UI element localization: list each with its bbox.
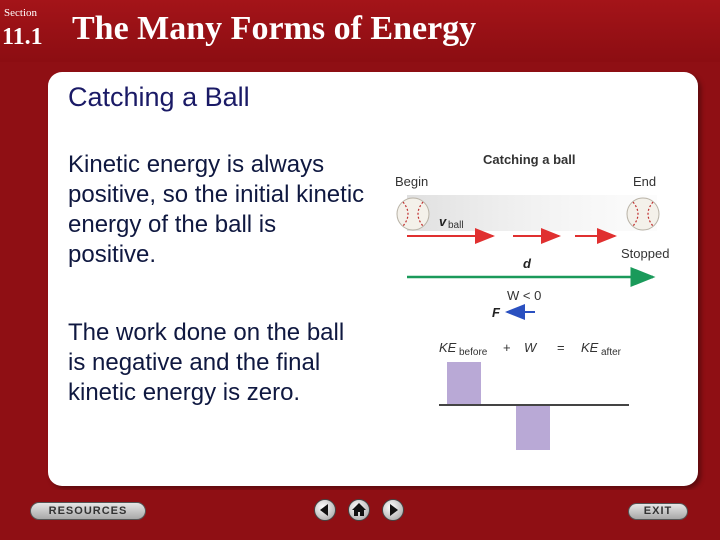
energy-equation [439,340,622,358]
eq-w: W [524,340,537,355]
arrow-right-icon [383,500,403,520]
work-bar [516,406,550,450]
baseball-end [627,198,659,230]
side-strip [0,62,48,540]
arrow-left-icon [315,500,335,520]
stopped-label: Stopped [621,246,670,261]
exit-button[interactable]: EXIT [628,503,688,520]
end-label: End [633,174,657,189]
eq-ke-before: KE [439,340,457,355]
home-icon [349,500,369,520]
velocity-subscript: ball [448,220,464,231]
eq-plus: + [503,340,511,355]
displacement-label: d [523,256,531,271]
eq-ke-after-sub: after [601,347,622,358]
ke-before-bar [447,362,481,405]
eq-ke-after: KE [581,340,599,355]
figure-title: Catching a ball [483,152,576,167]
catching-ball-figure [385,140,685,460]
work-label: W < 0 [507,288,542,303]
velocity-label: v [439,214,447,229]
home-button[interactable] [348,499,370,521]
baseball-begin [397,198,429,230]
previous-button[interactable] [314,499,336,521]
figure-svg [385,140,685,460]
begin-label: Begin [395,174,429,189]
page-title: The Many Forms of Energy [72,10,477,47]
force-label: F [492,305,500,320]
paragraph-kinetic-energy: Kinetic energy is always positive, so the initial kinetic energy of the ball is positive. [68,151,365,268]
eq-ke-before-sub: before [459,347,488,358]
resources-button[interactable]: RESOURCES [30,502,146,520]
eq-equals: = [557,340,565,355]
next-button[interactable] [382,499,404,521]
section-label: Section [4,7,37,19]
slide-subtitle: Catching a Ball [68,82,250,112]
section-number: 11.1 [2,24,43,50]
paragraph-work-done: The work done on the ball is negative and the final kinetic energy is zero. [68,319,345,406]
